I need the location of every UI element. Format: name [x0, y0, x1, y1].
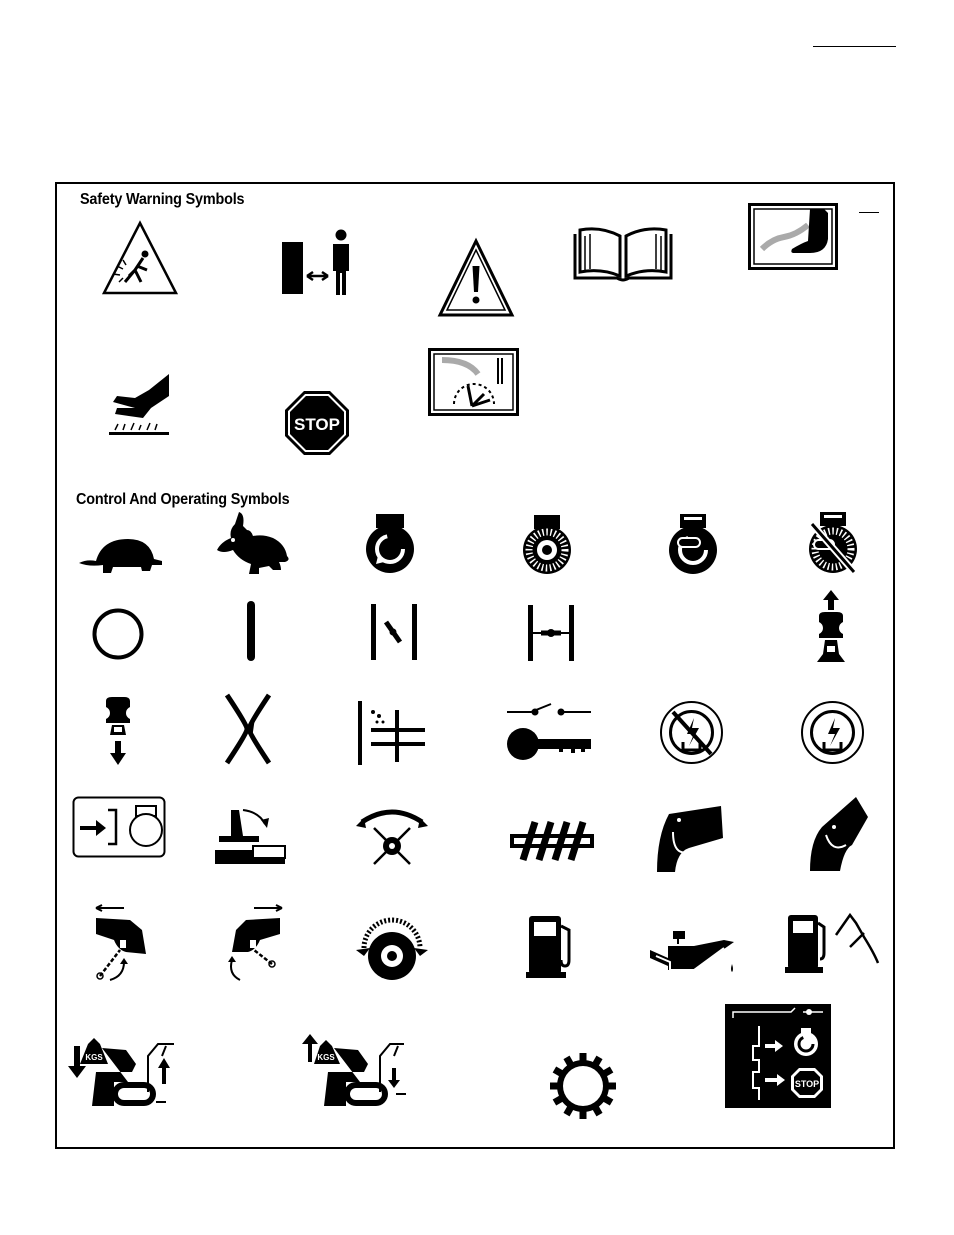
weight-down-icon — [66, 1034, 178, 1110]
weight-label-2: KGS — [317, 1053, 335, 1062]
corner-rule — [859, 212, 879, 213]
primer-icon — [357, 700, 427, 766]
panel-stop-label: STOP — [794, 1079, 820, 1089]
electric-start-icon — [800, 700, 865, 765]
chute-rotate-icon — [354, 806, 430, 870]
auger-icon — [511, 818, 593, 864]
chute-deflector-up-icon — [808, 797, 870, 871]
foot-auger-hazard-icon — [748, 203, 838, 270]
lever-engage-icon — [213, 806, 287, 868]
fuel-pump-icon — [525, 914, 577, 980]
thrown-objects-warning-icon — [101, 220, 179, 296]
chute-up-icon — [813, 588, 849, 664]
choke-partial-icon — [370, 602, 418, 660]
chute-down-icon — [100, 695, 136, 767]
slow-turtle-icon — [78, 537, 164, 573]
chute-right-icon — [226, 904, 286, 982]
safety-section-title: Safety Warning Symbols — [80, 191, 245, 208]
fast-rabbit-icon — [213, 510, 289, 574]
speed-dial-icon — [352, 914, 432, 982]
ignition-key-icon — [505, 702, 593, 762]
chute-deflector-down-icon — [655, 806, 725, 872]
engage-drive-icon — [72, 796, 166, 858]
choke-open-icon — [527, 603, 575, 661]
weight-label: KGS — [85, 1053, 103, 1062]
stop-sign-label: STOP — [294, 415, 340, 434]
hand-cut-hazard-icon — [105, 372, 171, 438]
on-bar-icon — [246, 600, 256, 662]
header-rule — [813, 46, 896, 47]
oil-can-icon — [648, 930, 736, 978]
general-warning-icon — [437, 238, 515, 318]
choke-icon — [225, 693, 271, 765]
traction-drive-icon — [666, 512, 720, 574]
weight-up-icon — [300, 1032, 412, 1110]
impeller-control-icon — [520, 513, 574, 575]
traction-disengaged-icon — [806, 510, 860, 574]
control-section-title: Control And Operating Symbols — [76, 491, 290, 508]
keep-distance-icon — [280, 228, 356, 298]
read-manual-icon — [571, 222, 675, 282]
operation-panel-icon — [725, 1004, 831, 1108]
gear-icon — [549, 1052, 617, 1120]
stop-sign-icon — [284, 390, 350, 456]
chute-left-icon — [90, 904, 150, 982]
discharge-chute-hazard-icon — [428, 348, 519, 416]
auger-control-icon — [364, 512, 416, 574]
off-circle-icon — [91, 607, 145, 661]
fuel-filter-icon — [784, 913, 882, 975]
no-electric-start-icon — [659, 700, 724, 765]
